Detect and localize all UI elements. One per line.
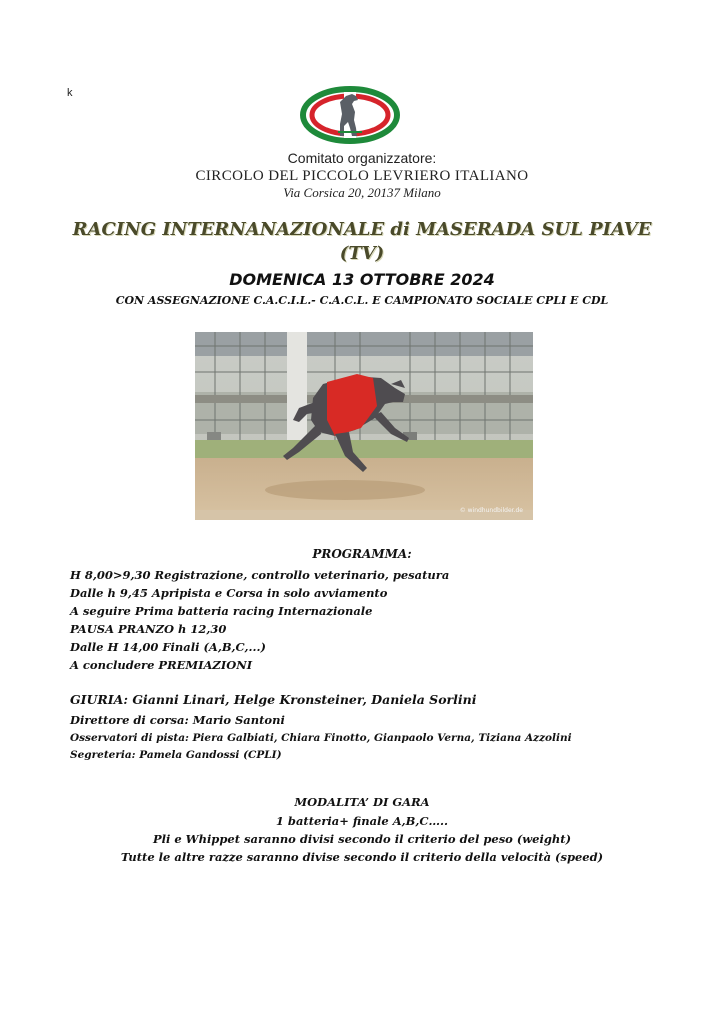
- organizer-name: CIRCOLO DEL PICCOLO LEVRIERO ITALIANO: [195, 168, 529, 184]
- photo-credit: © windhundbilder.de: [459, 507, 523, 514]
- organizer-address: Via Corsica 20, 20137 Milano: [283, 185, 441, 200]
- track-observers-line: Osservatori di pista: Piera Galbiati, Chiara Finotto, Gianpaolo Verna, Tiziana Azzolini: [70, 732, 572, 744]
- event-date: DOMENICA 13 OTTOBRE 2024: [229, 270, 495, 289]
- racing-greyhound-photo: [195, 332, 533, 520]
- stray-mark: k: [67, 87, 73, 99]
- jury-line: GIURIA: Gianni Linari, Helge Kronsteiner, Daniela Sorlini: [70, 692, 477, 707]
- program-item: H 8,00>9,30 Registrazione, controllo veterinario, pesatura: [70, 568, 450, 582]
- event-assignment: CON ASSEGNAZIONE C.A.C.I.L.- C.A.C.L. E CAMPIONATO SOCIALE CPLI E CDL: [115, 294, 609, 307]
- program-list: [70, 566, 449, 674]
- event-title: RACING INTERNANAZIONALE di MASERADA SUL PIAVE: [72, 219, 652, 240]
- race-director-line: Direttore di corsa: Mario Santoni: [70, 713, 285, 727]
- program-item: PAUSA PRANZO h 12,30: [70, 622, 227, 636]
- organizer-label: Comitato organizzatore:: [287, 150, 437, 166]
- program-title: PROGRAMMA:: [312, 547, 412, 561]
- program-item: Dalle h 9,45 Apripista e Corsa in solo avviamento: [70, 586, 388, 600]
- race-mode-line: Pli e Whippet saranno divisi secondo il criterio del peso (weight): [152, 832, 572, 846]
- race-mode-line: 1 batteria+ finale A,B,C…..: [275, 814, 449, 828]
- race-mode-title: MODALITA’ DI GARA: [294, 795, 430, 809]
- greyhound-oval-logo-icon: [300, 86, 400, 144]
- event-title-province: (TV): [339, 243, 385, 264]
- race-mode-line: Tutte le altre razze saranno divise secondo il criterio della velocità (speed): [120, 850, 604, 864]
- program-item: Dalle H 14,00 Finali (A,B,C,...): [70, 640, 266, 654]
- program-item: A seguire Prima batteria racing Internazionale: [70, 604, 373, 618]
- secretary-line: Segreteria: Pamela Gandossi (CPLI): [70, 749, 282, 761]
- program-item: A concludere PREMIAZIONI: [70, 658, 253, 672]
